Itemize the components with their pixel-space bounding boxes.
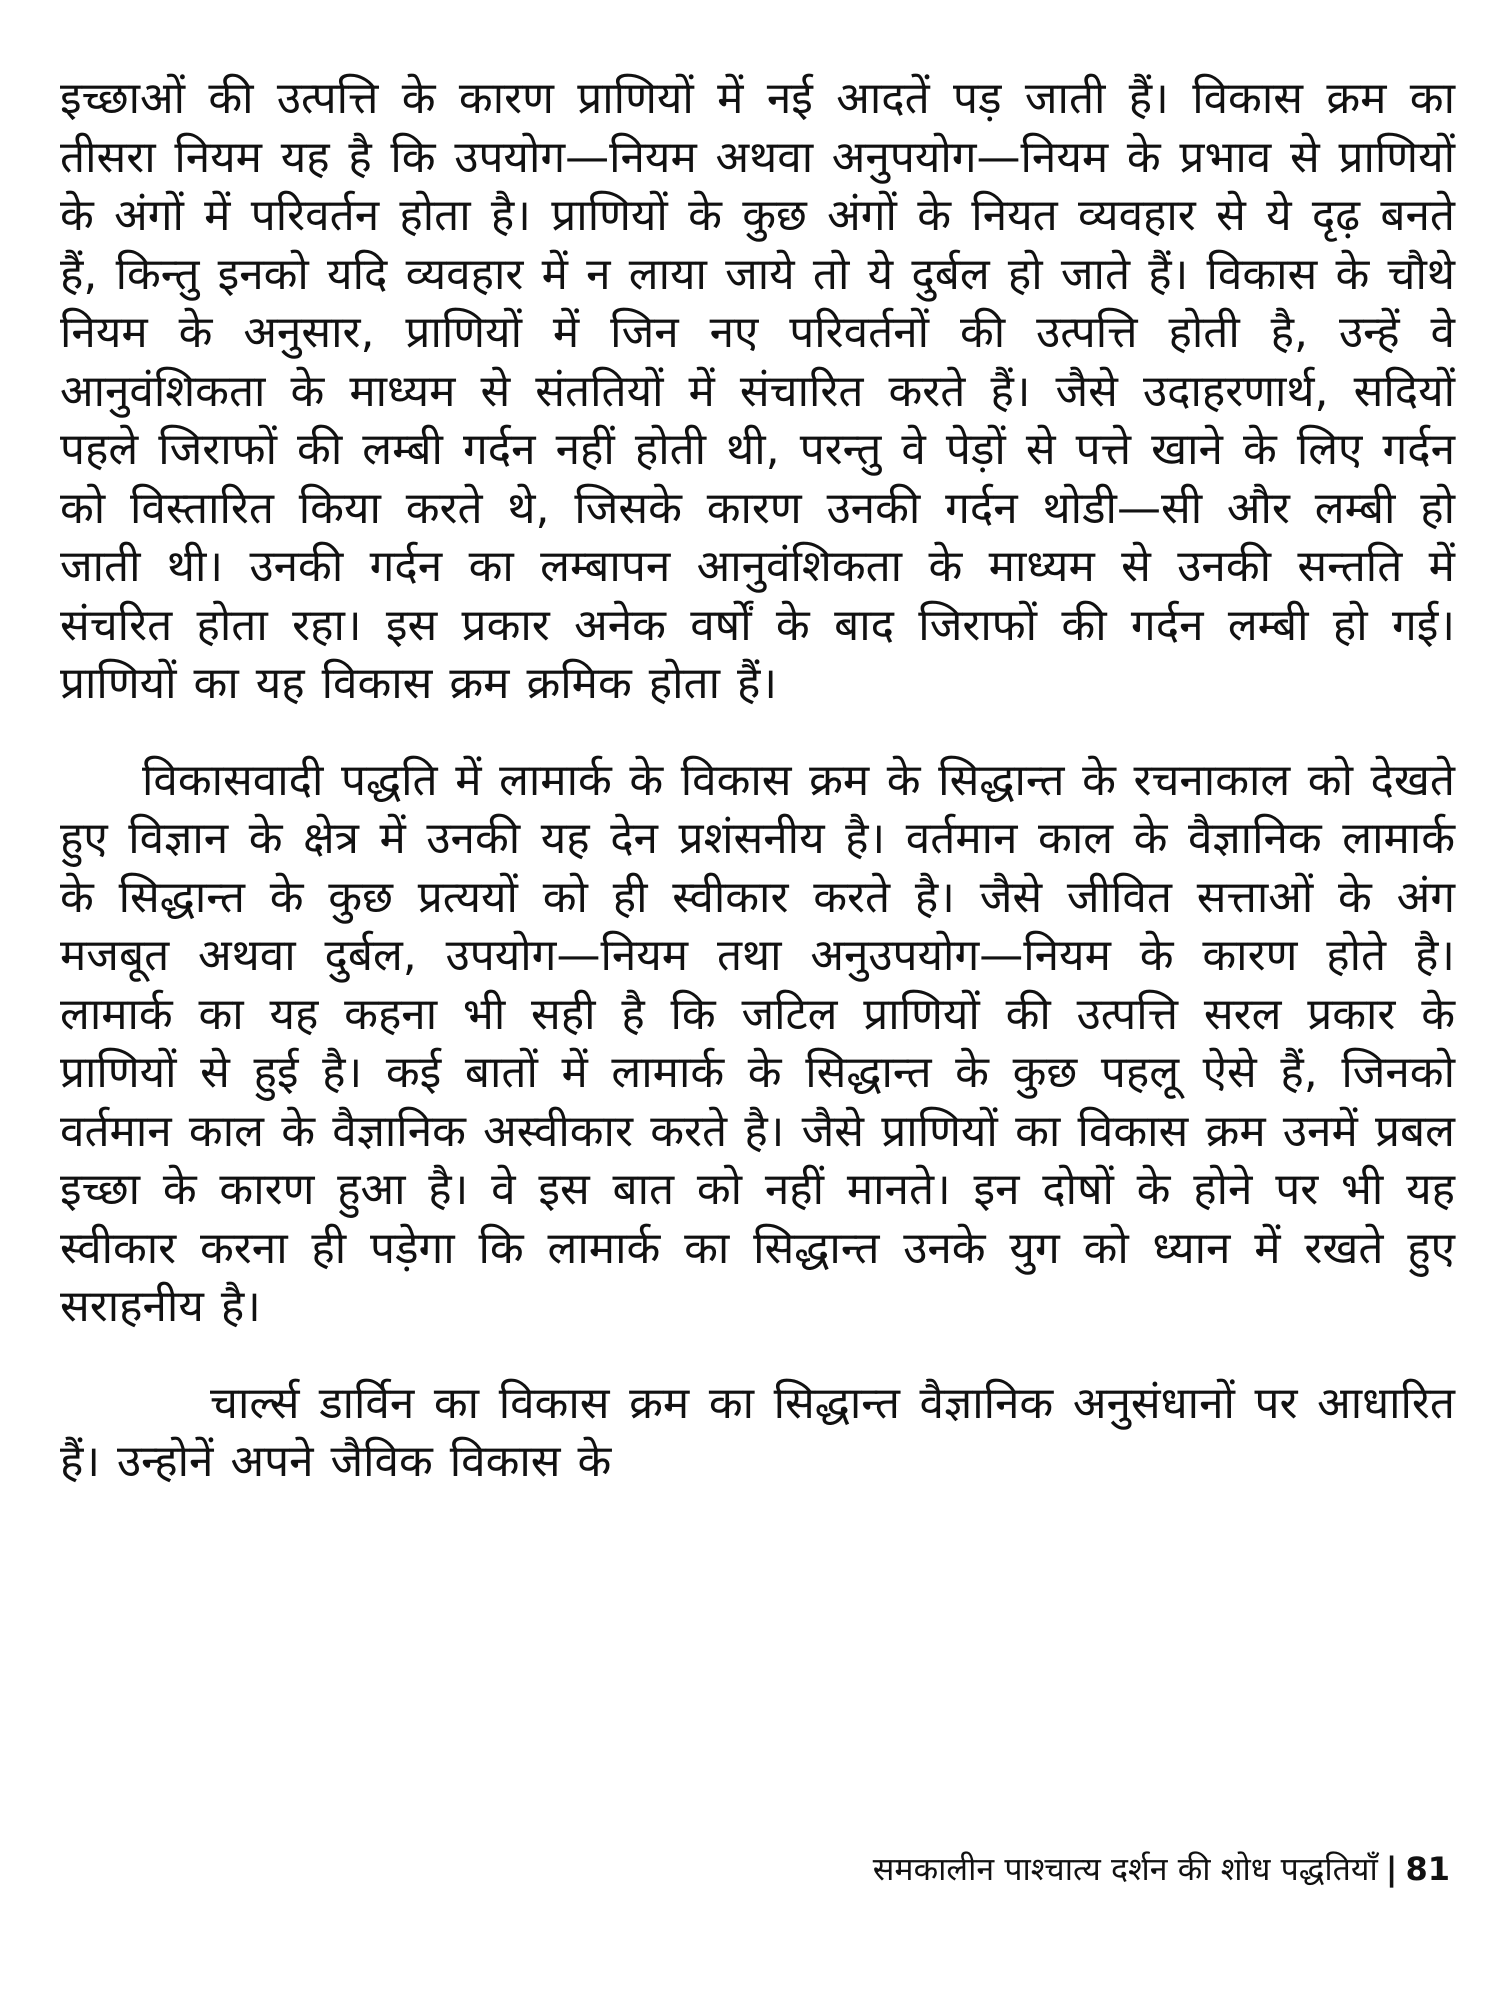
page-body: [60, 70, 1455, 1530]
page-footer: [873, 1849, 1450, 1889]
page-number: 81: [1405, 1850, 1450, 1888]
book-title: समकालीन पाश्चात्य दर्शन की शोध पद्धतियाँ: [872, 1850, 1378, 1888]
paragraph-3: चार्ल्स डार्विन का विकास क्रम का सिद्धान्त वैज्ञानिक अनुसंधानों पर आधारित हैं। उन्होनें अपने जैविक विकास के: [60, 1377, 1455, 1487]
footer-separator: |: [1385, 1850, 1398, 1888]
paragraph-2: विकासवादी पद्धति में लामार्क के विकास क्रम के सिद्धान्त के रचनाकाल को देखते हुए विज्ञान के क्षेत्र में उनकी यह देन प्रशंसनीय है। वर्तमान काल के वैज्ञानिक लामार्क के सिद्धान्त के कुछ प्रत्ययों को ही स्वीकार करते है। जैसे जीवित सत्ताओं के अंग मजबूत अथवा दुर्बल, उपयोग—नियम तथा अनुउपयोग—नियम के कारण होते है। लामार्क का यह कहना भी सही है कि जटिल प्राणियों की उत्पत्ति सरल प्रकार के प्राणियों से हुई है। कई बातों में लामार्क के सिद्धान्त के कुछ पहलू ऐसे हैं, जिनको वर्तमान काल के वैज्ञानिक अस्वीकार करते है। जैसे प्राणियों का विकास क्रम उनमें प्रबल इच्छा के कारण हुआ है। वे इस बात को नहीं मानते। इन दोषों के होने पर भी यह स्वीकार करना ही पड़ेगा कि लामार्क का सिद्धान्त उनके युग को ध्यान में रखते हुए सराहनीय है।: [60, 754, 1455, 1332]
paragraph-1: इच्छाओं की उत्पत्ति के कारण प्राणियों में नई आदतें पड़ जाती हैं। विकास क्रम का तीसरा नियम यह है कि उपयोग—नियम अथवा अनुपयोग—नियम के प्रभाव से प्राणियों के अंगों में परिवर्तन होता है। प्राणियों के कुछ अंगों के नियत व्यवहार से ये दृढ़ बनते हैं, किन्तु इनको यदि व्यवहार में न लाया जाये तो ये दुर्बल हो जाते हैं। विकास के चौथे नियम के अनुसार, प्राणियों में जिन नए परिवर्तनों की उत्पत्ति होती है, उन्हें वे आनुवंशिकता के माध्यम से संततियों में संचारित करते हैं। जैसे उदाहरणार्थ, सदियों पहले जिराफों की लम्बी गर्दन नहीं होती थी, परन्तु वे पेड़ों से पत्ते खाने के लिए गर्दन को विस्तारित किया करते थे, जिसके कारण उनकी गर्दन थोडी—सी और लम्बी हो जाती थी। उनकी गर्दन का लम्बापन आनुवंशिकता के माध्यम से उनकी सन्तति में संचरित होता रहा। इस प्रकार अनेक वर्षों के बाद जिराफों की गर्दन लम्बी हो गई। प्राणियों का यह विकास क्रम क्रमिक होता हैं।: [60, 73, 1455, 709]
